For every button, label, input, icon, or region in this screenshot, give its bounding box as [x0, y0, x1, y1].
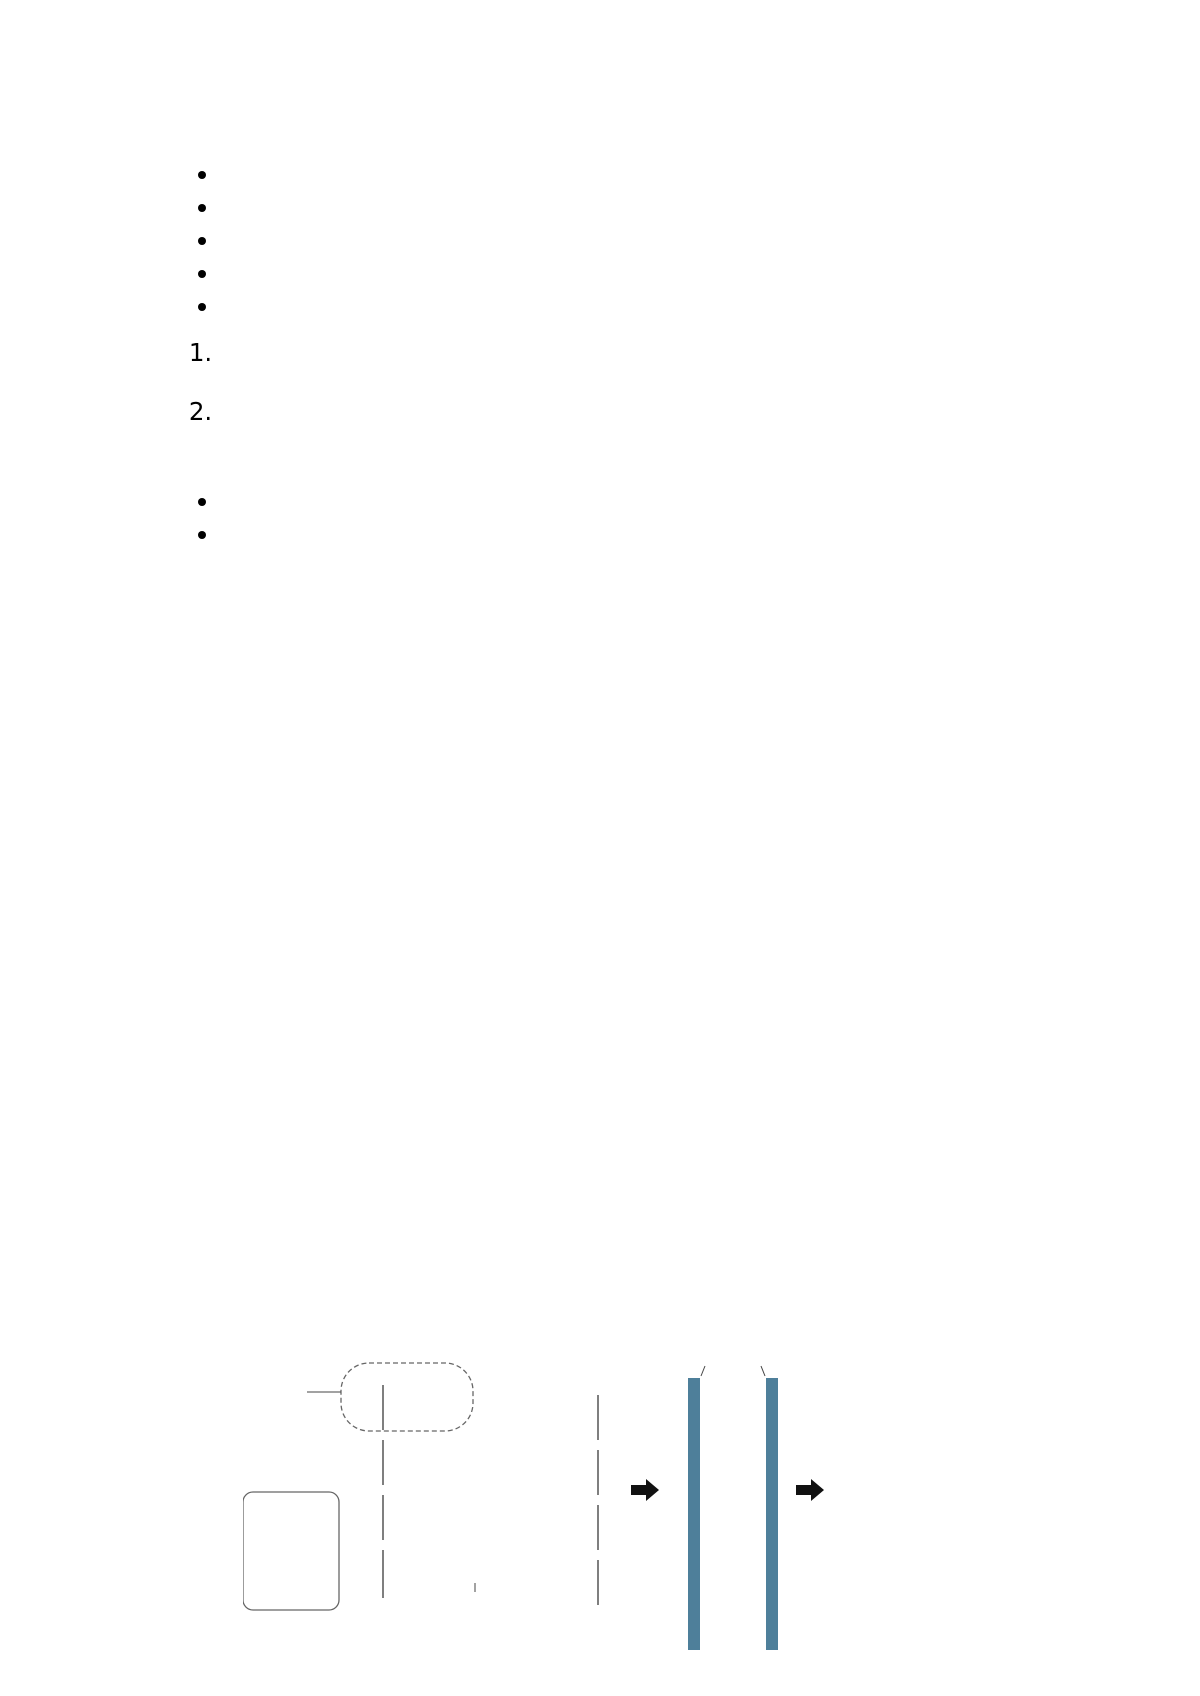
list-item [220, 157, 1067, 190]
arrow-right-icon [631, 1479, 659, 1501]
key-box [243, 1492, 339, 1610]
dna-diagram [243, 1340, 943, 1686]
list-item [220, 256, 1067, 289]
backbone-pointer [701, 1366, 705, 1376]
backbone-pointer [761, 1366, 765, 1376]
list-item [220, 190, 1067, 223]
nucleotide-outline [341, 1363, 473, 1431]
step-translation [220, 395, 1067, 428]
dna-figure [243, 1340, 943, 1686]
list-item [220, 223, 1067, 256]
facts-list [147, 157, 1067, 322]
ladder-left-rail [688, 1378, 700, 1650]
step-transcription [220, 336, 1067, 369]
base-pairs-list [147, 484, 1067, 550]
steps-list [147, 336, 1067, 428]
document-body [147, 145, 1067, 564]
list-item [220, 517, 1067, 550]
ladder-right-rail [766, 1378, 778, 1650]
arrow-right-icon [796, 1479, 824, 1501]
list-item [220, 484, 1067, 517]
list-item [220, 289, 1067, 322]
